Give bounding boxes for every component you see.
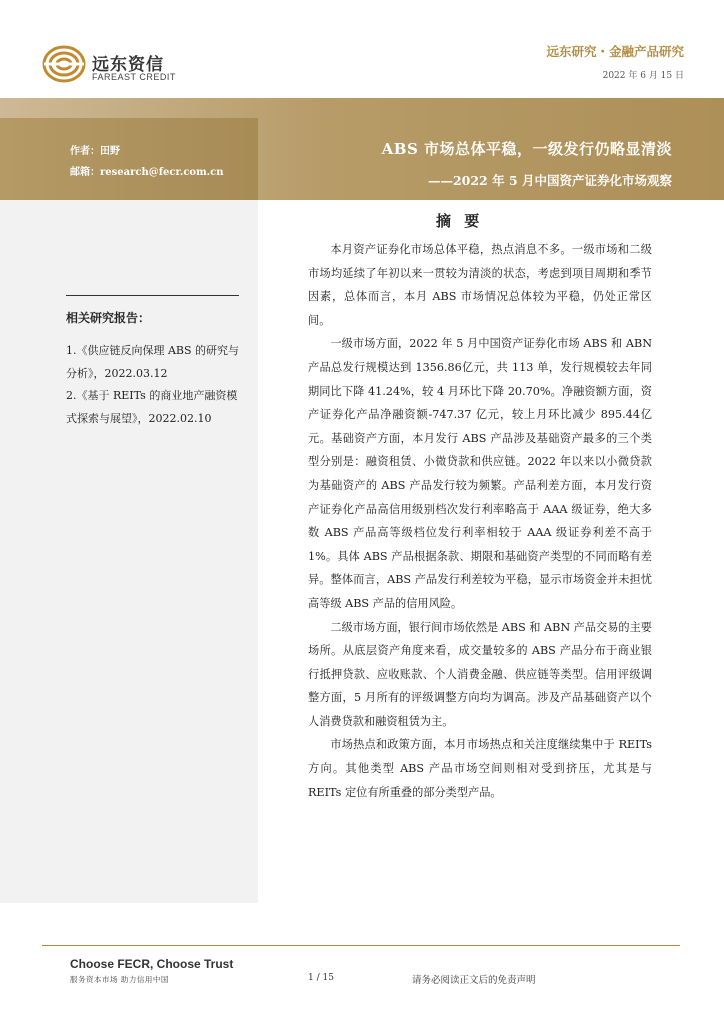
left-sidebar (0, 200, 258, 903)
related-divider (66, 295, 239, 296)
author-panel (0, 118, 258, 200)
report-title-block (262, 138, 672, 189)
abstract-heading: 摘 要 (436, 212, 484, 230)
logo-chinese-name: 远东资信 (92, 55, 164, 75)
abstract-body (308, 238, 652, 804)
abstract-paragraph: 市场热点和政策方面，本月市场热点和关注度继续集中于 REITs 方向。其他类型 ABS 产品市场空间则相对受到挤压，尤其是与 REITs 定位有所重叠的部分类型产品。 (308, 738, 652, 799)
related-reports-list (66, 340, 242, 430)
related-report-item[interactable]: 2.《基于 REITs 的商业地产融资模式探索与展望》，2022.02.10 (66, 389, 238, 425)
report-series: 远东研究・金融产品研究 (546, 44, 684, 59)
author-name: 作者：田野 (70, 146, 120, 157)
report-subtitle: ——2022 年 5 月中国资产证券化市场观察 (427, 173, 672, 188)
author-email[interactable]: 邮箱：research@fecr.com.cn (70, 167, 224, 178)
footer-slogan: Choose FECR, Choose Trust (70, 957, 234, 971)
header-meta (546, 42, 684, 81)
abstract-paragraph: 一级市场方面，2022 年 5 月中国资产证券化市场 ABS 和 ABN 产品总发行规模达到 1356.86亿元，共 113 单，发行规模较去年同期同比下降 41.24%，较 4 月环比下降 20.70%。净融资额方面，资产证券化产品净融资额-747.37 亿元，较上月环比减少 895.44亿元。基础资产方面，本月发行 ABS 产品涉及基础资产最多的三个类型分别是：融资租赁、小微贷款和供应链。2022 年以来以小微贷款为基础资产的 ABS 产品发行较为频繁。产品利差方面，本月发行资产证券化产品高信用级别档次发行利率略高于 AAA 级证券，绝大多数 ABS 产品高等级档位发行利率相较于 AAA 级证券利差不高于 1%。具体 ABS 产品根据条款、期限和基础资产类型的不同而略有差异。整体而言，ABS 产品发行利差较为平稳，显示市场资金并未担忧高等级 ABS 产品的信用风险。 (308, 337, 652, 610)
abstract-paragraph: 本月资产证券化市场总体平稳，热点消息不多。一级市场和二级市场均延续了年初以来一贯较为清淡的状态，考虑到项目周期和季节因素，总体而言，本月 ABS 市场情况总体较为平稳，仍处正常区间。 (308, 243, 652, 327)
footer-divider (42, 945, 680, 946)
report-title: ABS 市场总体平稳，一级发行仍略显清淡 (381, 140, 672, 158)
related-reports-heading: 相关研究报告： (66, 311, 151, 325)
fareast-credit-logo-icon (42, 44, 86, 84)
report-date: 2022 年 6 月 15 日 (602, 71, 684, 81)
company-logo (42, 44, 192, 84)
logo-english-name: FAREAST CREDIT (92, 72, 176, 82)
footer-tagline: 服务资本市场 助力信用中国 (70, 975, 169, 984)
related-report-item[interactable]: 1.《供应链反向保理 ABS 的研究与分析》，2022.03.12 (66, 344, 240, 380)
footer-disclaimer: 请务必阅读正文后的免责声明 (412, 975, 536, 986)
page-number: 1 / 15 (308, 973, 334, 983)
abstract-paragraph: 二级市场方面，银行间市场依然是 ABS 和 ABN 产品交易的主要场所。从底层资产角度来看，成交量较多的 ABS 产品分布于商业银行抵押贷款、应收账款、个人消费金融、供应链等类型。信用评级调整方面，5 月所有的评级调整方向均为调高。涉及产品基础资产以个人消费贷款和融资租赁为主。 (308, 620, 652, 728)
